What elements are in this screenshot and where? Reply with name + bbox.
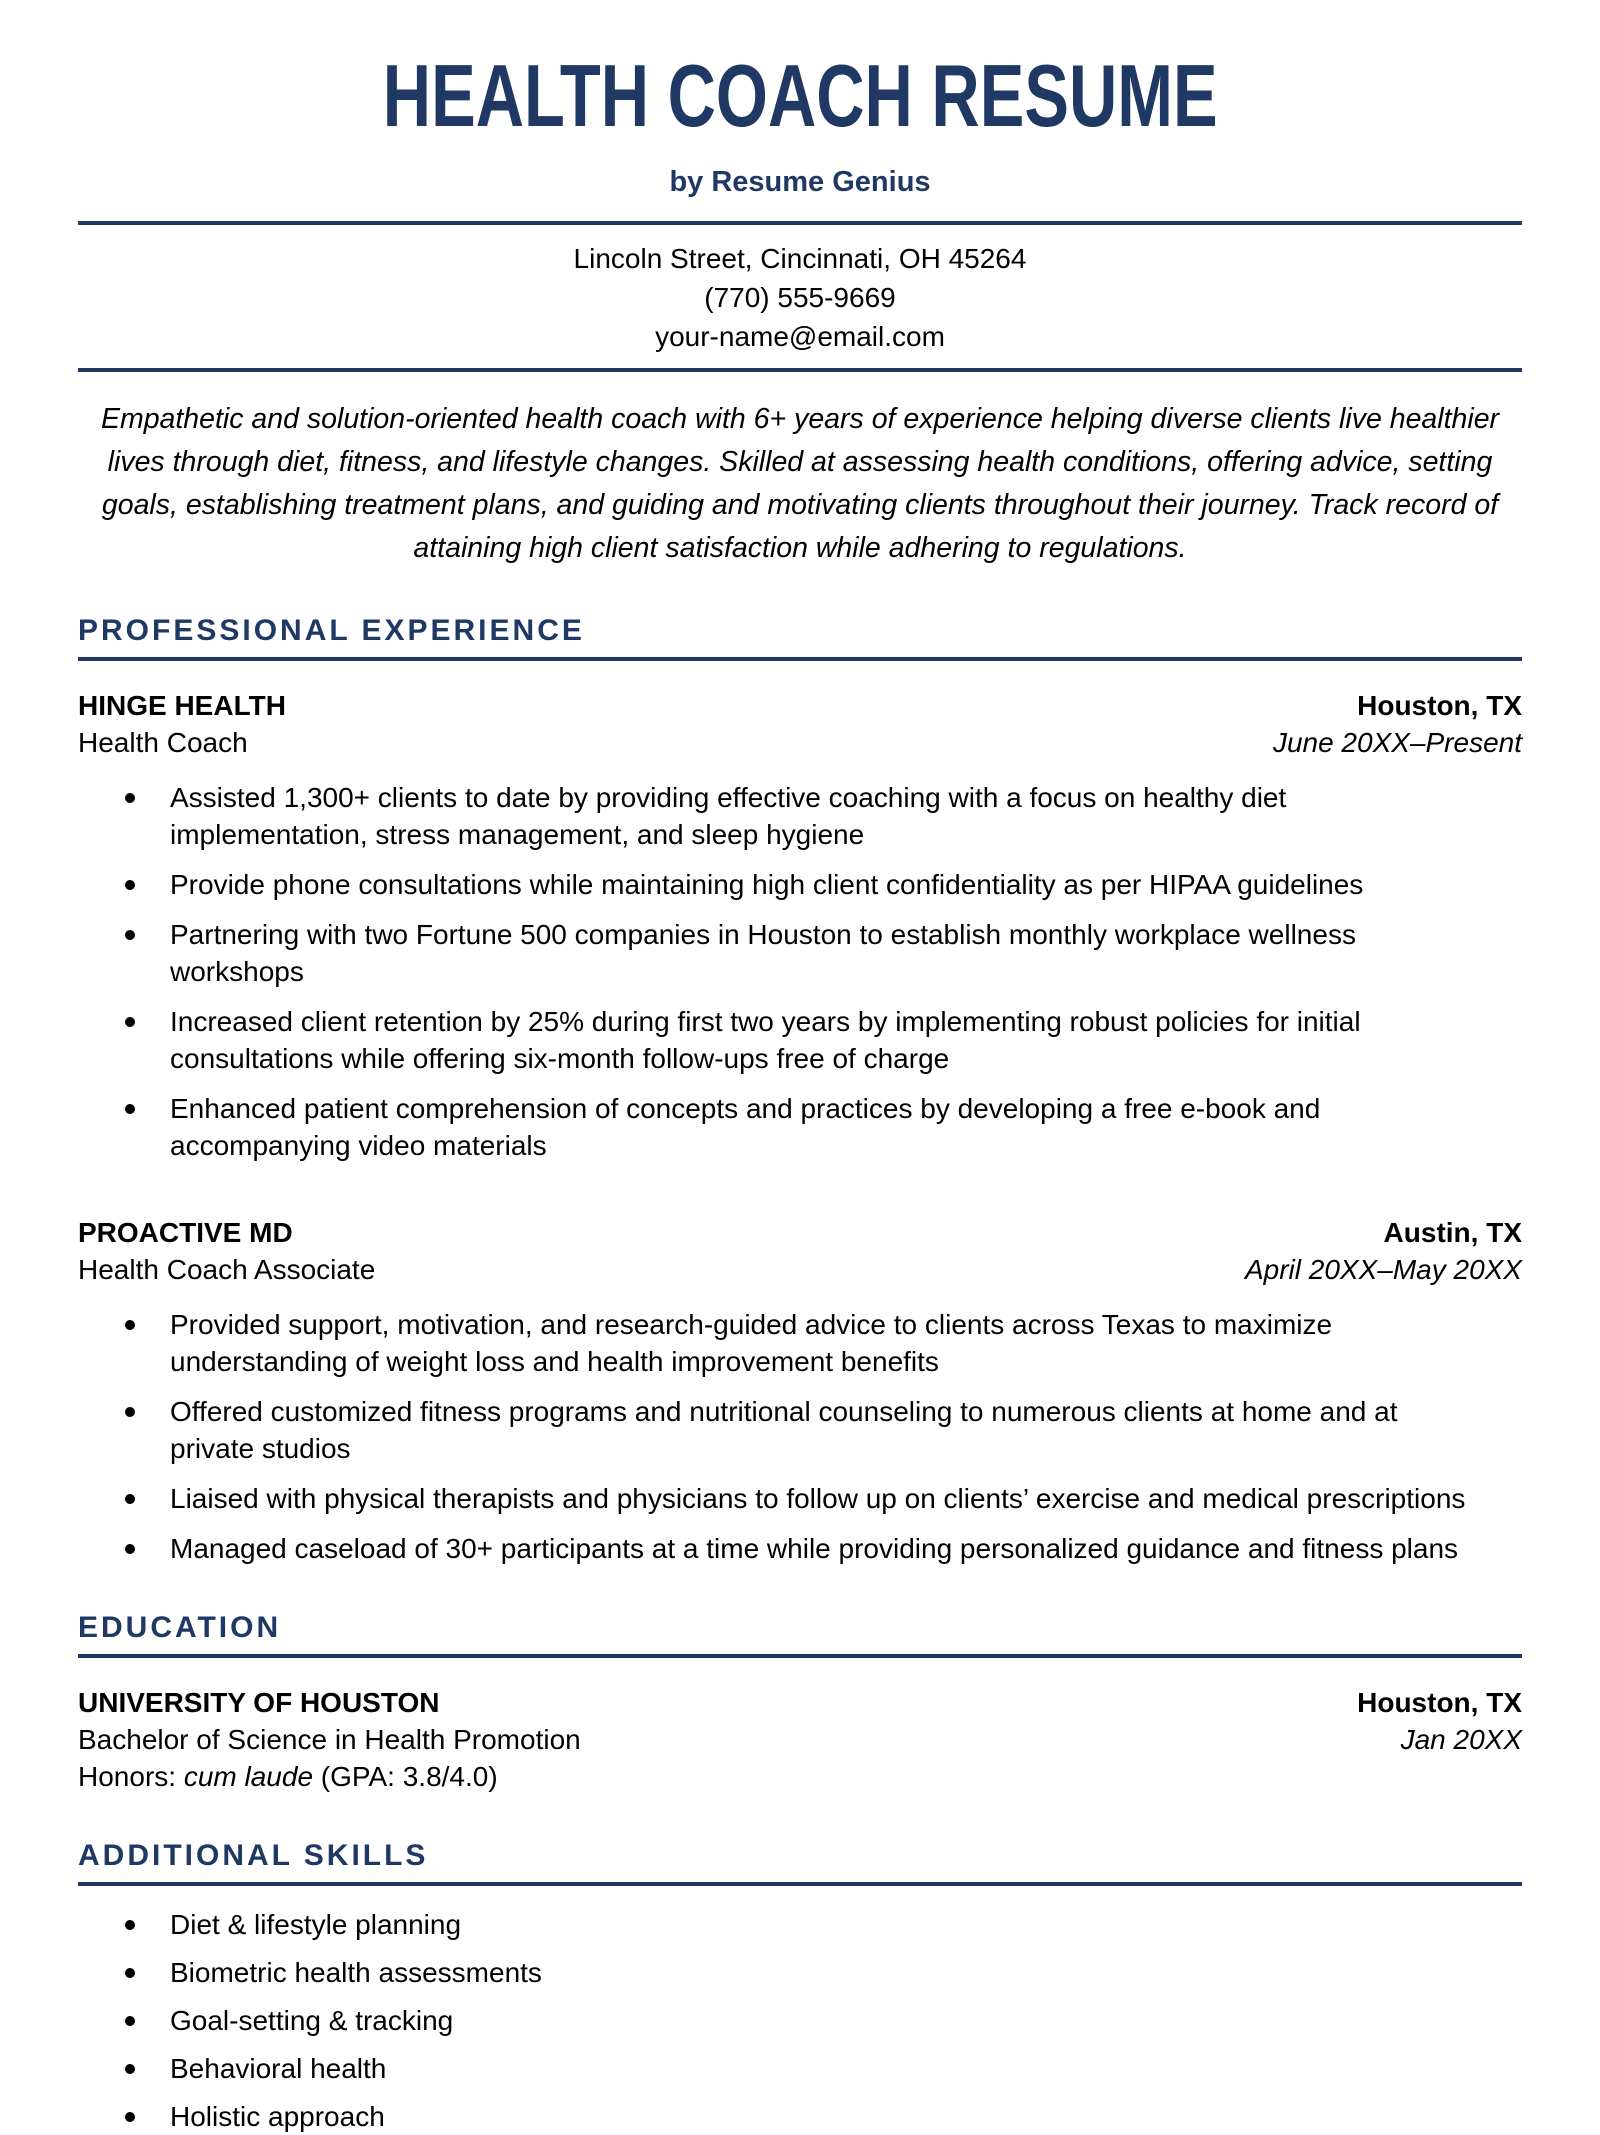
bullet-item: Provided support, motivation, and research-guided advice to clients across Texas to maximize understanding of weight loss and health improvement benefits [125,1306,1477,1380]
education-honors-distinction: cum laude [183,1761,314,1792]
contact-block [78,239,1522,356]
bullet-item: Managed caseload of 30+ participants at a time while providing personalized guidance and fitness plans [125,1530,1477,1567]
skill-item: Behavioral health [125,2050,1477,2087]
company-name: HINGE HEALTH [78,690,286,721]
skill-item: Goal-setting & tracking [125,2002,1477,2039]
job-entry-hinge-health [78,687,1522,1164]
school-name: UNIVERSITY OF HOUSTON [78,1687,440,1718]
job-location: Austin, TX [1383,1217,1522,1248]
job-bullet-list [78,1306,1522,1567]
skills-section [78,1839,1522,2135]
company-name: PROACTIVE MD [78,1217,293,1248]
education-section [78,1611,1522,1795]
job-dates: June 20XX–Present [1272,727,1522,758]
education-entry [78,1684,1522,1795]
contact-phone: (770) 555-9669 [704,282,896,313]
header-divider-bottom [78,368,1522,372]
education-honors-label: Honors: [78,1761,184,1792]
page-title-text: HEALTH COACH RESUME [382,46,1218,145]
skill-item: Diet & lifestyle planning [125,1906,1477,1943]
job-entry-proactive-md [78,1214,1522,1567]
section-heading-skills: ADDITIONAL SKILLS [78,1839,1522,1886]
page-title [78,46,1522,145]
bullet-item: Assisted 1,300+ clients to date by providing effective coaching with a focus on healthy diet implementation, stress management, and sleep hygiene [125,779,1477,853]
education-honors-gpa: (GPA: 3.8/4.0) [313,1761,498,1792]
section-heading-experience: PROFESSIONAL EXPERIENCE [78,614,1522,661]
bullet-item: Increased client retention by 25% during first two years by implementing robust policies for initial consultations while offering six-month follow-ups free of charge [125,1003,1477,1077]
contact-email: your-name@email.com [655,321,945,352]
skills-list [78,1906,1522,2135]
skill-item: Biometric health assessments [125,1954,1477,1991]
job-location: Houston, TX [1357,690,1522,721]
job-title: Health Coach [78,727,248,758]
bullet-item: Offered customized fitness programs and nutritional counseling to numerous clients at home and at private studios [125,1393,1477,1467]
skill-item: Holistic approach [125,2098,1477,2135]
bullet-item: Partnering with two Fortune 500 companies in Houston to establish monthly workplace wellness workshops [125,916,1477,990]
school-location: Houston, TX [1357,1687,1522,1718]
job-dates: April 20XX–May 20XX [1244,1254,1522,1285]
header-divider-top [78,221,1522,225]
bullet-item: Enhanced patient comprehension of concepts and practices by developing a free e-book and accompanying video materials [125,1090,1477,1164]
professional-summary: Empathetic and solution-oriented health coach with 6+ years of experience helping diverse clients live healthier lives through diet, fitness, and lifestyle changes. Skilled at assessing health conditions, offering advice, setting goals, establishing treatment plans, and guiding and motivating clients throughout their journey. Track record of attaining high client satisfaction while adhering to regulations. [100,403,1500,564]
job-bullet-list [78,779,1522,1164]
byline: by Resume Genius [669,166,931,198]
job-title: Health Coach Associate [78,1254,376,1285]
graduation-date: Jan 20XX [1400,1724,1522,1755]
degree-name: Bachelor of Science in Health Promotion [78,1724,581,1755]
experience-section [78,614,1522,1567]
education-honors [78,1758,1522,1795]
bullet-item: Provide phone consultations while maintaining high client confidentiality as per HIPAA guidelines [125,866,1477,903]
section-heading-education: EDUCATION [78,1611,1522,1658]
bullet-item: Liaised with physical therapists and physicians to follow up on clients’ exercise and medical prescriptions [125,1480,1477,1517]
contact-address: Lincoln Street, Cincinnati, OH 45264 [573,243,1027,274]
